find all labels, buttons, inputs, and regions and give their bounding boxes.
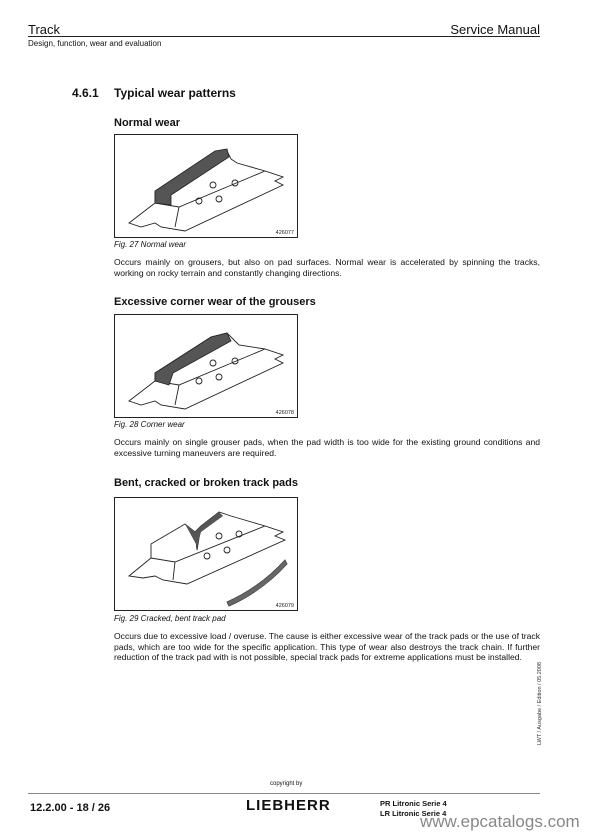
paragraph: Occurs mainly on grousers, but also on pad surfaces. Normal wear is accelerated by spinning the tracks, working on rocky terrain and constantly changing directions. [114,257,540,278]
figure-caption: Fig. 27 Normal wear [114,240,187,249]
header-subtitle: Design, function, wear and evaluation [28,39,162,48]
figure-caption: Fig. 29 Cracked, bent track pad [114,614,226,623]
subheading-normal-wear: Normal wear [114,117,181,129]
track-pad-drawing [115,135,297,237]
figure-caption: Fig. 28 Corner wear [114,420,185,429]
liebherr-logo: LIEBHERR [246,797,331,814]
figure-normal-wear [114,134,298,238]
footer-rule [28,793,540,794]
subheading-cracked-pads: Bent, cracked or broken track pads [114,477,299,489]
paragraph: Occurs mainly on single grouser pads, when the pad width is too wide for the existing ground conditions and excessive turning maneuvers are required. [114,437,540,458]
figure-image-number: 426077 [275,230,294,236]
track-pad-drawing [115,498,297,610]
header-manual: Service Manual [450,22,540,37]
paragraph: Occurs due to excessive load / overuse. The cause is either excessive wear of the track pads or the use of track pads, which are too wide for the specific application. This type of wear also destroys the track chain. If further reduction of the track pad with is not possible, special track pads for extreme applications must be installed. [114,631,540,663]
header-title: Track [28,22,61,37]
figure-corner-wear [114,314,298,418]
figure-image-number: 426078 [275,410,294,416]
section-number: 4.6.1 [72,86,99,100]
series-line-2: LR Litronic Serie 4 [380,809,447,818]
header-rule [28,36,540,37]
subheading-corner-wear: Excessive corner wear of the grousers [114,296,316,308]
figure-image-number: 426079 [275,603,294,609]
figure-cracked-pad [114,497,298,611]
page-number: 12.2.00 - 18 / 26 [30,802,111,814]
series-line-1: PR Litronic Serie 4 [380,799,447,808]
edition-sidebar: LWT / Ausgabe / Edition / 05.2008 [537,662,543,745]
watermark[interactable]: www.epcatalogs.com [420,812,580,831]
section-title: Typical wear patterns [114,86,236,100]
track-pad-drawing [115,315,297,417]
copyright-text: copyright by [270,781,303,787]
